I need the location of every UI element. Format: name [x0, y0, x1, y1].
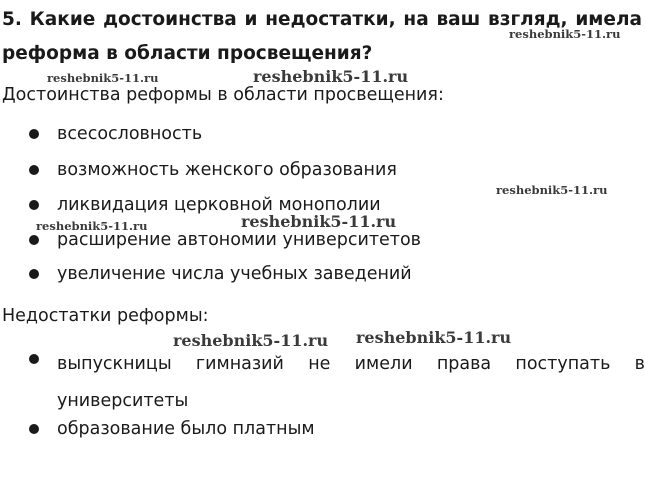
- watermark-text: reshebnik5-11.ru: [253, 67, 409, 86]
- bullet-icon: [29, 200, 39, 210]
- advantage-item: ликвидация церковной монополии: [57, 195, 381, 215]
- advantage-item: возможность женского образования: [57, 160, 397, 180]
- disadvantages-heading: Недостатки реформы:: [2, 306, 209, 326]
- bullet-icon: [29, 269, 39, 279]
- bullet-icon: [29, 424, 39, 434]
- watermark-text: reshebnik5-11.ru: [47, 71, 159, 85]
- bullet-icon: [29, 354, 39, 364]
- bullet-icon: [29, 165, 39, 175]
- question-title: 5. Какие достоинства и недостатки, на ваш взгляд, имела реформа в области просвещения?: [2, 9, 642, 64]
- disadvantage-item: выпускницы гимназий не имели права поступать в университеты: [57, 354, 645, 411]
- watermark-text: reshebnik5-11.ru: [241, 212, 397, 231]
- bullet-icon: [29, 129, 39, 139]
- watermark-text: reshebnik5-11.ru: [356, 328, 512, 347]
- advantage-item: увеличение числа учебных заведений: [57, 264, 412, 284]
- watermark-text: reshebnik5-11.ru: [509, 27, 621, 41]
- advantage-item: расширение автономии университетов: [57, 230, 421, 250]
- advantages-heading: Достоинства реформы в области просвещения:: [2, 85, 444, 105]
- bullet-icon: [29, 235, 39, 245]
- watermark-text: reshebnik5-11.ru: [496, 183, 608, 197]
- watermark-text: reshebnik5-11.ru: [173, 331, 329, 350]
- watermark-text: reshebnik5-11.ru: [36, 219, 148, 233]
- disadvantage-item: образование было платным: [57, 419, 315, 439]
- advantage-item: всесословность: [57, 124, 203, 144]
